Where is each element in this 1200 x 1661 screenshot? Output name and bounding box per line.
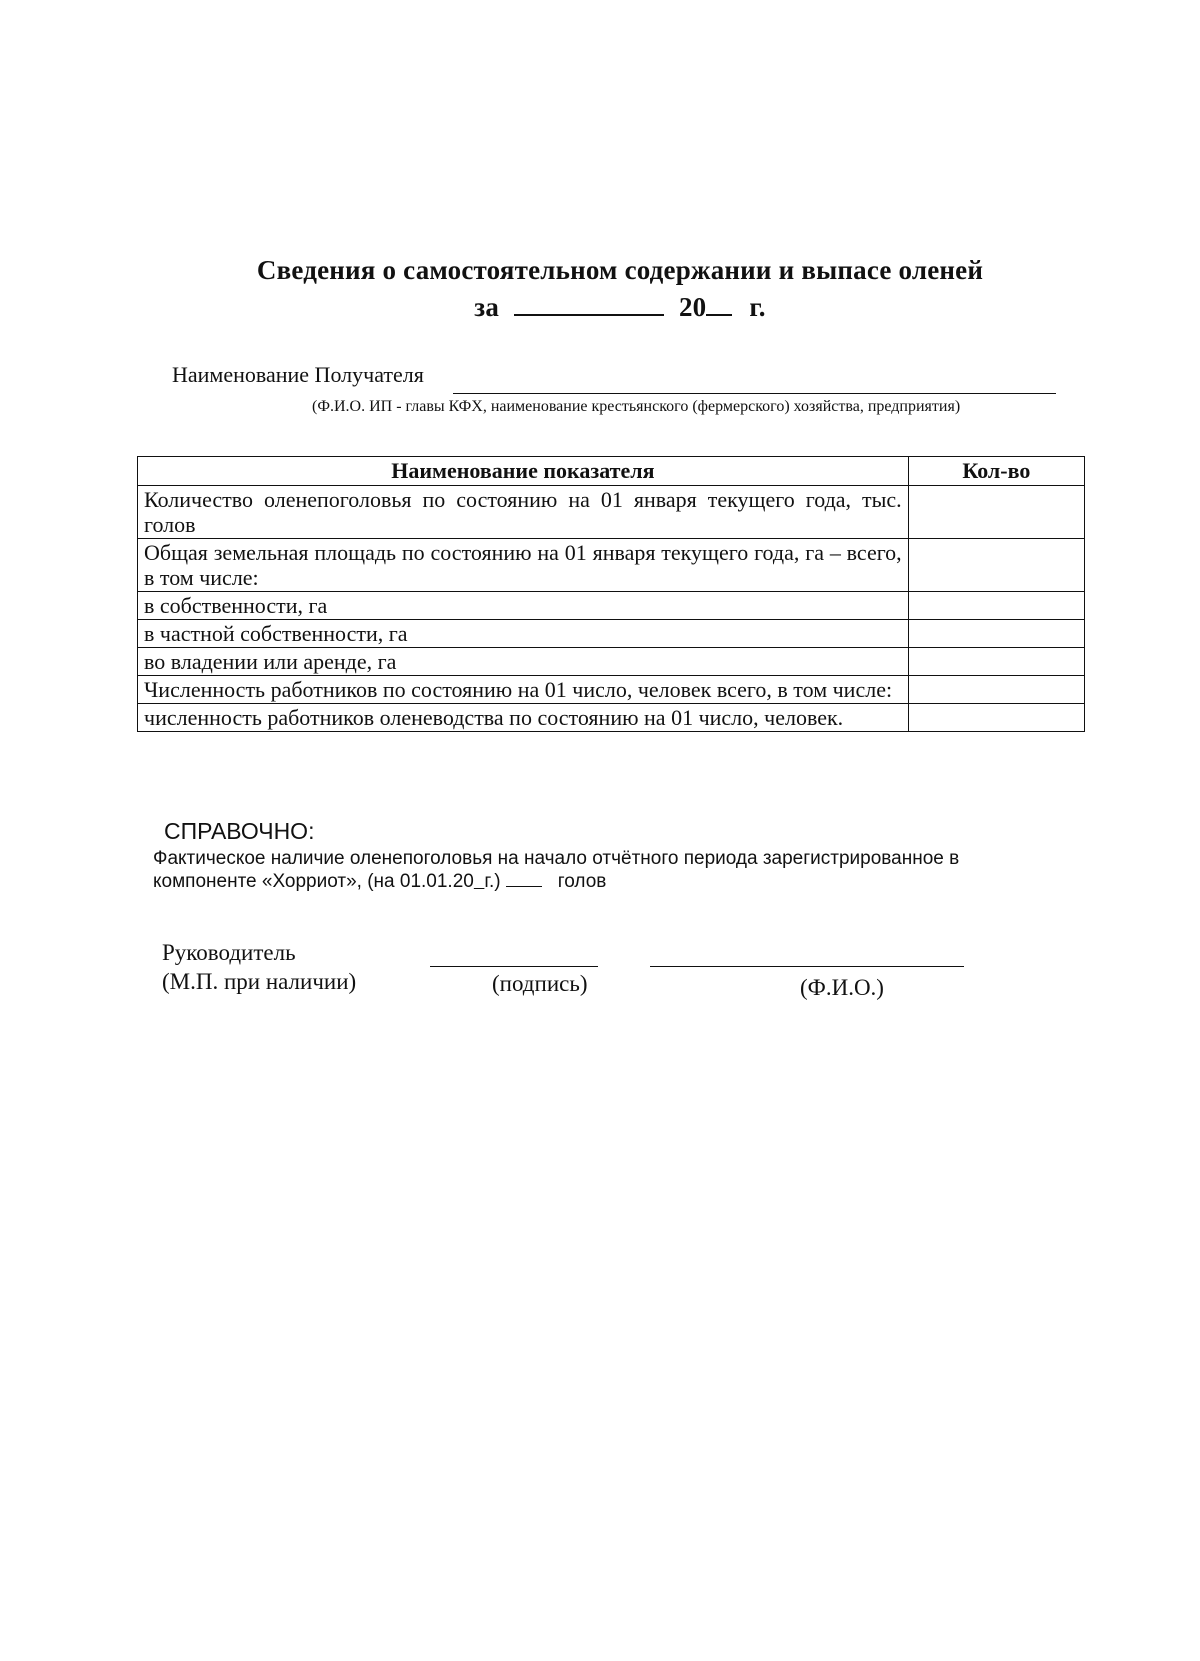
reference-text-start: Фактическое наличие оленепоголовья на начало отчётного периода зарегистрированное в компоненте «Хорриот», (на 01.01.20	[153, 848, 960, 892]
table-row	[138, 620, 1085, 648]
period-prefix: за	[474, 292, 500, 322]
reference-text-mid: г.)	[484, 871, 501, 892]
year-prefix: 20	[678, 292, 707, 322]
year-blank-field[interactable]	[706, 292, 732, 316]
indicator-value-cell[interactable]	[908, 704, 1084, 732]
indicator-name: в собственности, га	[138, 592, 909, 620]
indicator-name: численность работников оленеводства по состоянию на 01 число, человек.	[138, 704, 909, 732]
reference-count-blank[interactable]	[506, 870, 542, 887]
reference-year-blank[interactable]	[474, 871, 485, 892]
indicator-name: Количество оленепоголовья по состоянию на 01 января текущего года, тыс. голов	[138, 486, 909, 539]
indicator-value-cell[interactable]	[908, 676, 1084, 704]
indicator-name: Общая земельная площадь по состоянию на 01 января текущего года, га – всего, в том числе:	[138, 539, 909, 592]
table-header-row	[138, 457, 1085, 486]
indicator-value-cell[interactable]	[908, 539, 1084, 592]
stamp-note: (М.П. при наличии)	[162, 969, 357, 994]
recipient-hint: (Ф.И.О. ИП - главы КФХ, наименование крестьянского (фермерского) хозяйства, предприятия)	[312, 398, 961, 415]
document-period	[20, 292, 1200, 323]
signature-blank-field[interactable]	[430, 966, 598, 967]
indicator-value-cell[interactable]	[908, 620, 1084, 648]
indicator-name: во владении или аренде, га	[138, 648, 909, 676]
year-suffix: г.	[749, 292, 766, 322]
indicator-name: Численность работников по состоянию на 01 число, человек всего, в том числе:	[138, 676, 909, 704]
signer-role: Руководитель	[162, 940, 296, 965]
reference-title: СПРАВОЧНО:	[164, 818, 315, 844]
column-header-quantity: Кол-во	[908, 457, 1084, 486]
indicator-value-cell[interactable]	[908, 592, 1084, 620]
recipient-label: Наименование Получателя	[172, 362, 424, 387]
period-blank-field[interactable]	[514, 292, 664, 316]
reference-text	[153, 847, 1053, 893]
table-row	[138, 486, 1085, 539]
table-row	[138, 592, 1085, 620]
table-row	[138, 539, 1085, 592]
full-name-caption: (Ф.И.О.)	[800, 975, 884, 1000]
signature-caption: (подпись)	[492, 971, 588, 996]
table-row	[138, 676, 1085, 704]
table-row	[138, 648, 1085, 676]
full-name-blank-field[interactable]	[650, 966, 964, 967]
indicator-name: в частной собственности, га	[138, 620, 909, 648]
document-title: Сведения о самостоятельном содержании и выпасе оленей	[256, 255, 984, 285]
recipient-blank-field[interactable]	[453, 393, 1056, 394]
indicator-value-cell[interactable]	[908, 486, 1084, 539]
column-header-indicator: Наименование показателя	[138, 457, 909, 486]
indicator-value-cell[interactable]	[908, 648, 1084, 676]
indicators-table	[137, 456, 1085, 732]
table-row	[138, 704, 1085, 732]
reference-text-end: голов	[557, 871, 607, 892]
